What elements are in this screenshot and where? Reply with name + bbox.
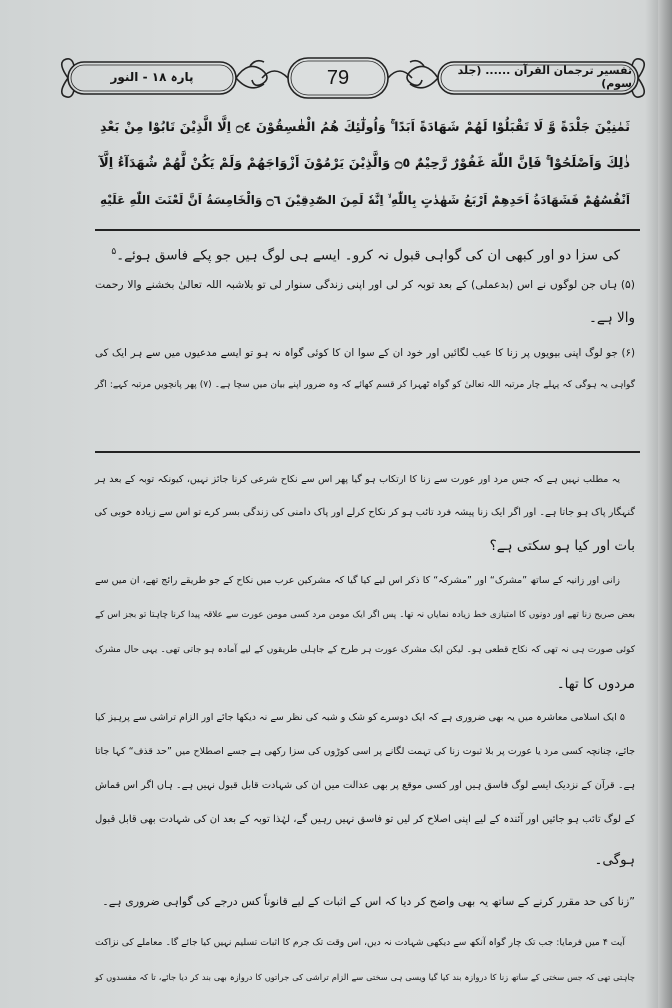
- running-header: [60, 52, 650, 104]
- translation-line: والا ہے۔: [589, 310, 635, 326]
- section-title: پارہ ۱۸ - النور: [110, 70, 194, 84]
- page-number: 79: [326, 66, 350, 89]
- note-line: ہے۔ قرآن کے نزدیک ایسے لوگ فاسق ہیں اور کسی موقع پر بھی عدالت میں ان کی شہادت قابل قبول نہیں ہے۔ ہاں اگر اس قماش: [95, 780, 635, 791]
- translation-line: (۶) جو لوگ اپنی بیویوں پر زنا کا عیب لگائیں اور خود ان کے سوا ان کا کوئی گواہ نہ ہو تو ایسے مدعیوں میں سے ہر ایک کی: [95, 347, 635, 359]
- translation-line: گواہی یہ ہوگی کہ پہلے چار مرتبہ اللہ تعالیٰ کو گواہ ٹھہرا کر قسم کھائے کہ وہ ضرور اپنے بیان میں سچا ہے۔ (۷) پھر پانچویں مرتبہ کہے: اگر: [95, 380, 635, 390]
- divider: [95, 229, 640, 231]
- note-line: کے لوگ تائب ہو جائیں اور آئندہ کے لیے اپنی اصلاح کر لیں تو فاسق نہیں رہیں گے، لہٰذا توبہ کے بعد ان کی شہادت بھی قابل قبول: [95, 814, 635, 825]
- commentary-line: کوئی صورت ہی نہ تھی کہ نکاح قطعی ہو۔ لیکن ایک مشرک عورت ہر طرح کے جاہلی طریقوں کے لیے آمادہ ہو جاتی تھی۔ یہی حال مشرک: [95, 645, 635, 655]
- translation-line: [95, 238, 620, 270]
- page-edge: [658, 0, 672, 1008]
- translation-line: (۵) ہاں جن لوگوں نے اس (بدعملی) کے بعد توبہ کر لی اور اپنی زندگی سنوار لی تو بلاشبہ اللہ تعالیٰ بخشنے والا رحمت: [95, 278, 635, 291]
- commentary-line: یہ مطلب نہیں ہے کہ جس مرد اور عورت سے زنا کا ارتکاب ہو گیا پھر اس سے نکاح شرعی کرنا جائز نہیں، کیونکہ توبہ کے بعد ہر: [95, 474, 620, 485]
- quote-line: آیت ۴ میں فرمایا: جب تک چار گواہ آنکھ سے دیکھی شہادت نہ دیں، اس وقت تک جرم کا اثبات تسلیم نہیں کیا جائے گا۔ معاملے کی نزاکت: [95, 937, 625, 948]
- commentary-line: مردوں کا تھا۔: [556, 676, 635, 692]
- note-line: جائے، چنانچہ کسی مرد یا عورت پر بلا ثبوت زنا کی تہمت لگانے پر اسی کوڑوں کی سزا رکھی ہے جسے اصطلاح میں ”حد قذف“ کہا جاتا: [95, 746, 635, 757]
- quote-line: چاہتی تھی کہ جس سختی کے ساتھ زنا کا دروازہ بند کیا گیا ویسی ہی سختی سے الزام تراشی کی جراتوں کا دروازہ بھی بند کر دیا جائے، تا کہ مفسدوں کو: [95, 972, 635, 982]
- book-title: تفسیر ترجمان القرآن ...... (جلد سوم): [457, 64, 632, 90]
- quran-line: ذٰلِكَ وَاَصْلَحُوْا ۚ فَاِنَّ اللّٰهَ غَفُوْرٌ رَّحِيْمٌ ۝٥ وَالَّذِيْنَ يَرْمُوْنَ اَزْوَاجَهُمْ وَلَمْ يَكُنْ لَّهُمْ شُهَدَآءُ اِلَّآ: [99, 156, 630, 171]
- note-line: ہوگی۔: [594, 852, 635, 868]
- commentary-line: گنہگار پاک ہو جاتا ہے۔ اور اگر ایک زنا پیشہ فرد تائب ہو کر نکاح کرلے اور پاک دامنی کی زندگی بسر کرے تو اس سے زیادہ خوبی کی: [94, 507, 635, 518]
- note-line: ۵ ایک اسلامی معاشرہ میں یہ بھی ضروری ہے کہ ایک دوسرے کو شک و شبہ کی نظر سے نہ دیکھا جائے اور الزام تراشی سے پرہیز کیا: [95, 712, 625, 723]
- divider: [95, 451, 640, 453]
- quran-line: ثَمٰنِيْنَ جَلْدَةً وَّ لَا تَقْبَلُوْا لَهُمْ شَهَادَةً اَبَدًا ۚ وَاُولٰٓئِكَ هُمُ الْفٰسِقُوْنَ ۝٤ اِلَّا الَّذِيْنَ تَابُوْا مِنْ بَعْدِ: [100, 120, 630, 135]
- translation-text: کی سزا دو اور کبھی ان کی گواہی قبول نہ کرو۔ ایسے ہی لوگ ہیں جو پکے فاسق ہوئے۔: [116, 247, 620, 264]
- quran-line: اَنْفُسُهُمْ فَشَهَادَةُ اَحَدِهِمْ اَرْبَعُ شَهٰدٰتٍ بِاللّٰهِ ۙ اِنَّهٗ لَمِنَ الصّٰدِقِيْنَ ۝٦ وَالْخَامِسَةُ اَنَّ لَعْنَتَ اللّٰهِ عَلَيْهِ: [100, 193, 630, 207]
- commentary-line: بات اور کیا ہو سکتی ہے؟: [489, 538, 635, 554]
- commentary-line: زانی اور زانیہ کے ساتھ ”مشرک“ اور ”مشرکہ“ کا ذکر اس لیے کیا گیا کہ مشرکین عرب میں نکاح کے جو طریقے رائج تھے، ان میں سے: [95, 575, 620, 586]
- commentary-line: بعض صریح زنا تھے اور دونوں کا امتیازی خط زیادہ نمایاں نہ تھا۔ پس اگر ایک مومن مرد کسی مومن عورت سے علاقہ پیدا کرنا چاہتا تو بجز اس کے: [95, 610, 635, 620]
- quote-line: ”زنا کی حد مقرر کرنے کے ساتھ یہ بھی واضح کر دیا کہ اس کے اثبات کے لیے قانوناً کس درجے کی گواہی ضروری ہے۔: [102, 895, 635, 908]
- footnote-marker[interactable]: ۵: [111, 247, 117, 257]
